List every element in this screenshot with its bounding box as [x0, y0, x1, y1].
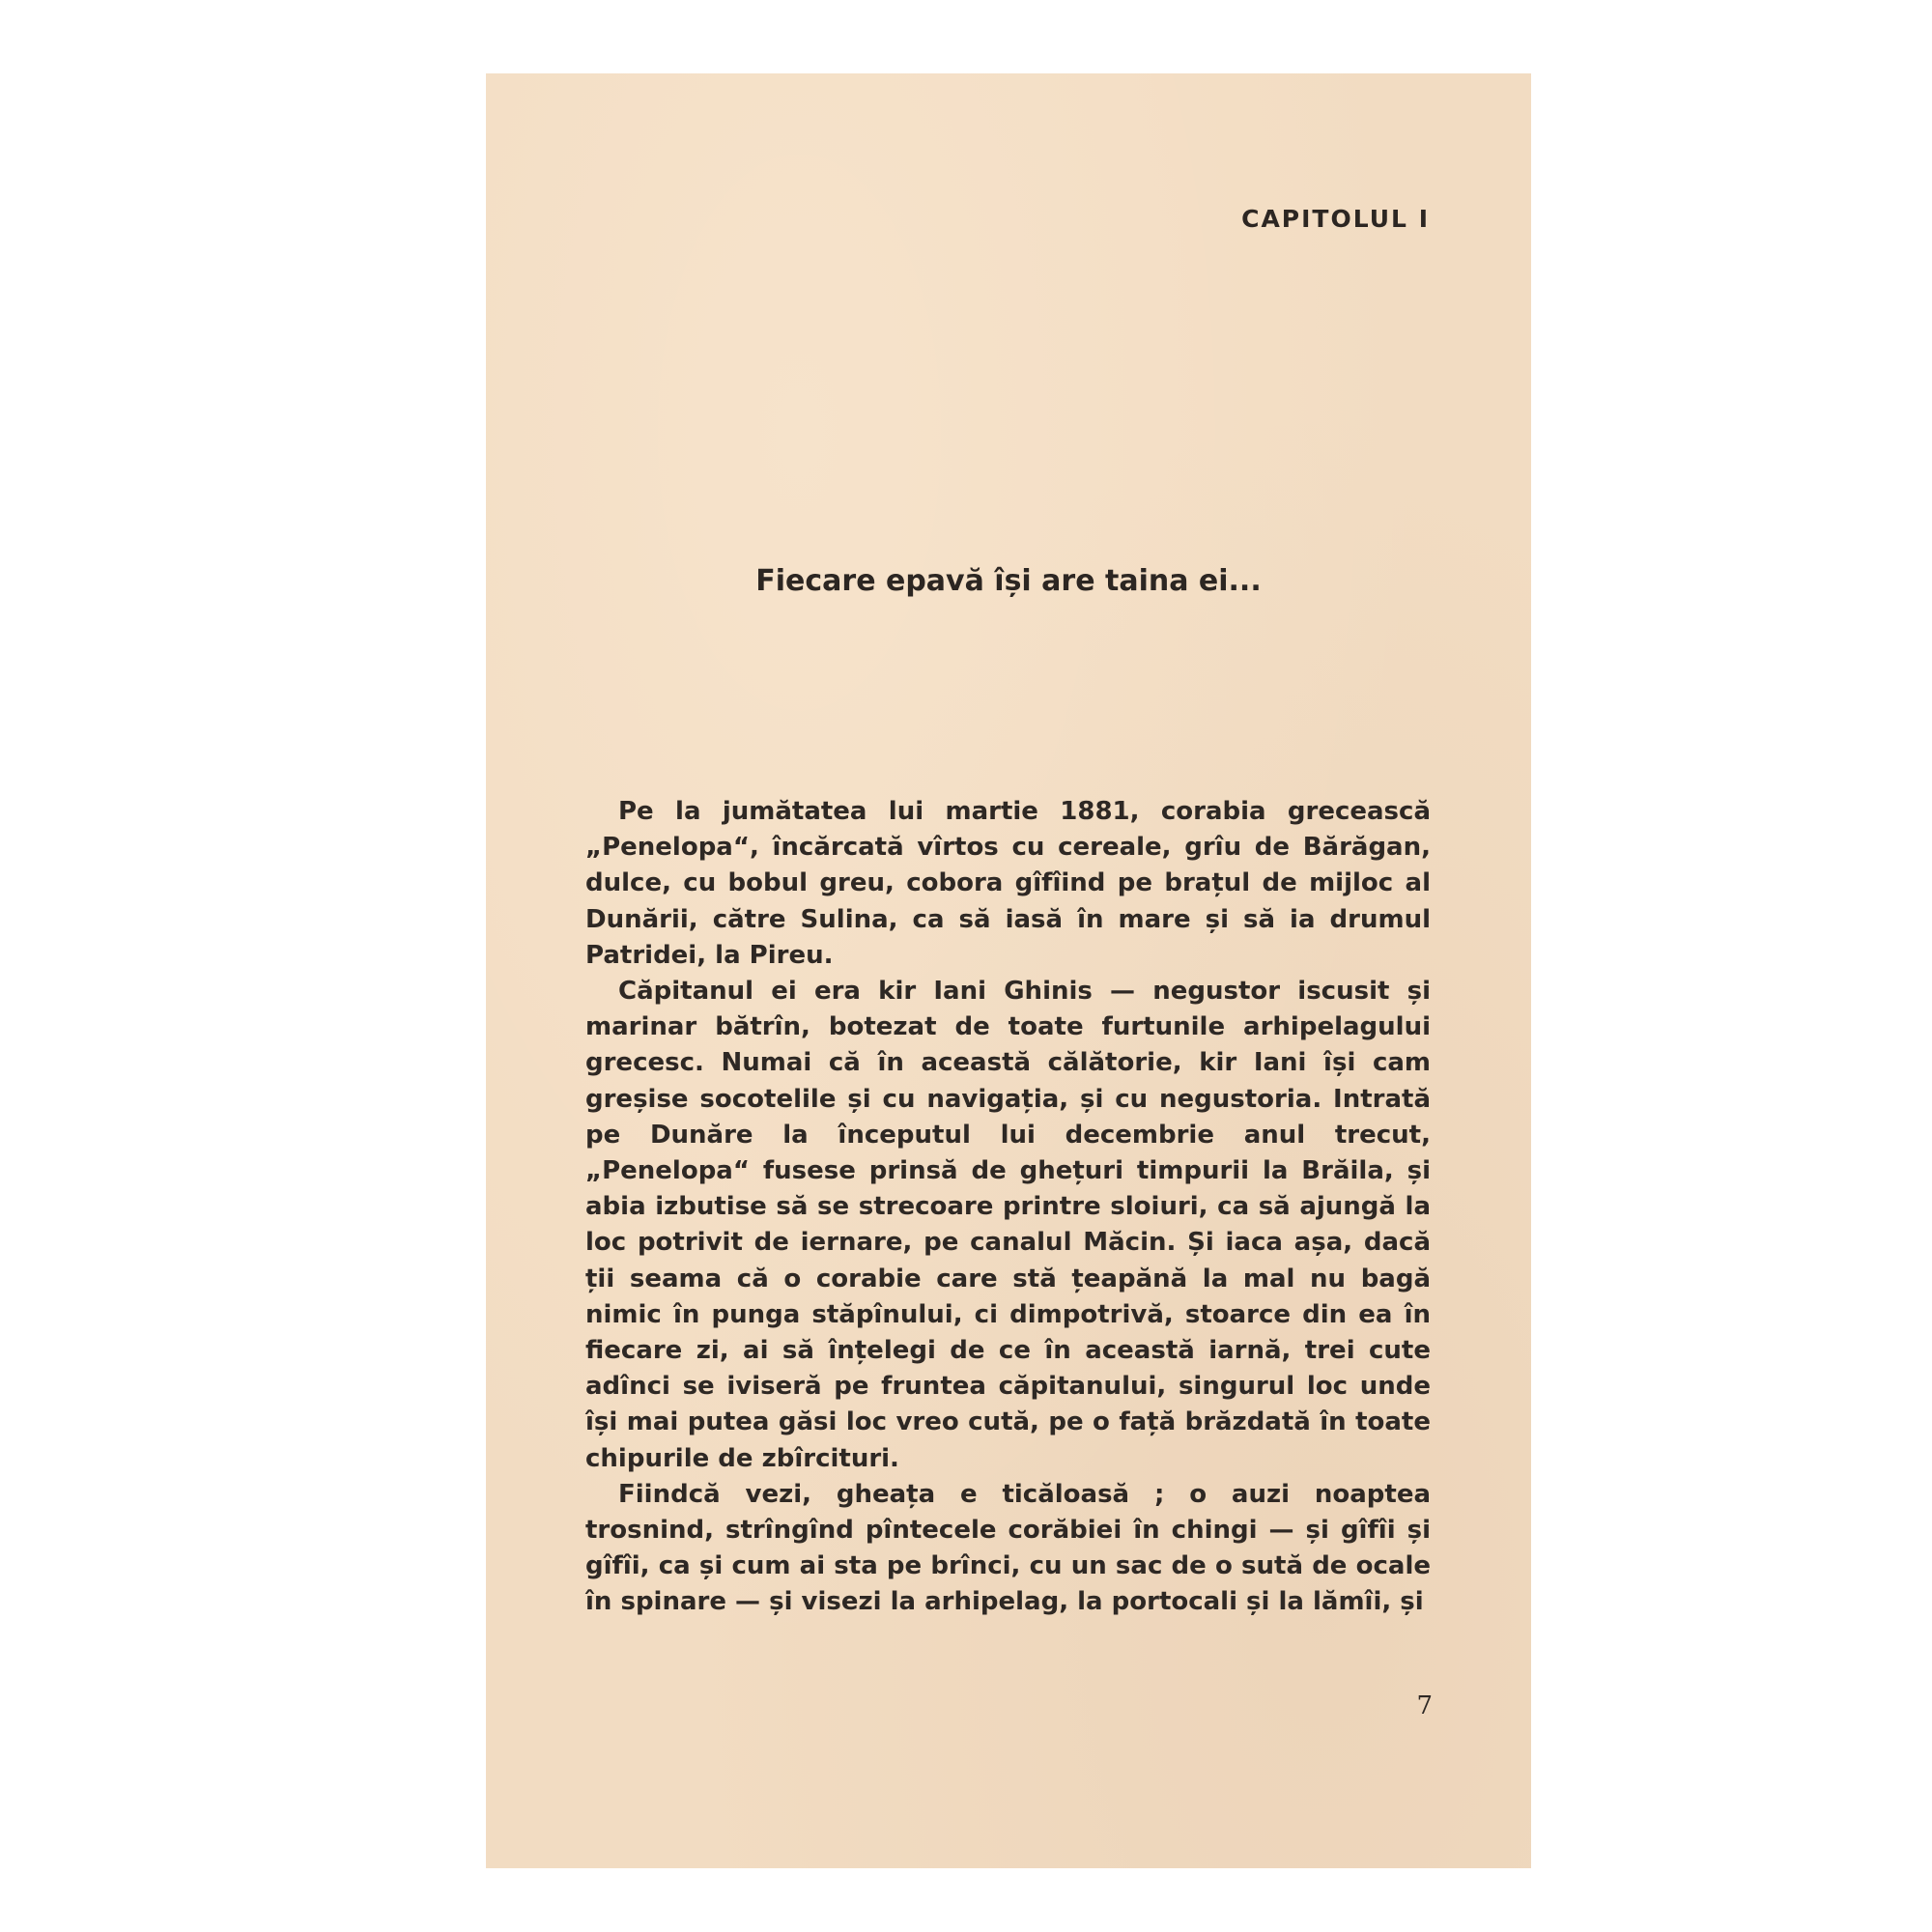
page-number: 7 — [1416, 1691, 1433, 1720]
chapter-label: CAPITOLUL I — [1241, 205, 1430, 233]
paragraph-3: Fiindcă vezi, gheața e ticăloasă ; o auzi noaptea trosnind, strîngînd pîntecele corăbiei în chingi — și gîfîi și gîfîi, ca și cum ai sta pe brînci, cu un sac de o sută de ocale în spinare — și visezi la arhipelag, la portocali și la lămîi, și — [585, 1479, 1431, 1617]
paragraph-2: Căpitanul ei era kir Iani Ghinis — negustor iscusit și marinar bătrîn, botezat de toate furtunile arhipelagului grecesc. Numai că în această călătorie, kir Iani își cam greșise socotelile și cu navigația, și cu negustoria. Intrată pe Dunăre la începutul lui decembrie anul trecut, „Penelopa“ fusese prinsă de ghețuri timpurii la Brăila, și abia izbutise să se strecoare printre sloiuri, ca să ajungă la loc potrivit de iernare, pe canalul Măcin. Și iaca așa, dacă ții seama că o corabie care stă țeapănă la mal nu bagă nimic în punga stăpînului, ci dimpotrivă, stoarce din ea în fiecare zi, ai să înțelegi de ce în această iarnă, trei cute adînci se iviseră pe fruntea căpitanului, singurul loc unde își mai putea găsi loc vreo cută, pe o față brăzdată în toate chipurile de zbîrcituri. — [585, 977, 1431, 1473]
body-text — [585, 794, 1431, 1621]
book-page — [486, 73, 1531, 1868]
paragraph-1: Pe la jumătatea lui martie 1881, corabia grecească „Penelopa“, încărcată vîrtos cu cereale, grîu de Bărăgan, dulce, cu bobul greu, cobora gîfîind pe brațul de mijloc al Dunării, către Sulina, ca să iasă în mare și să ia drumul Patridei, la Pireu. — [585, 797, 1431, 970]
chapter-title: Fiecare epavă își are taina ei... — [755, 564, 1262, 598]
